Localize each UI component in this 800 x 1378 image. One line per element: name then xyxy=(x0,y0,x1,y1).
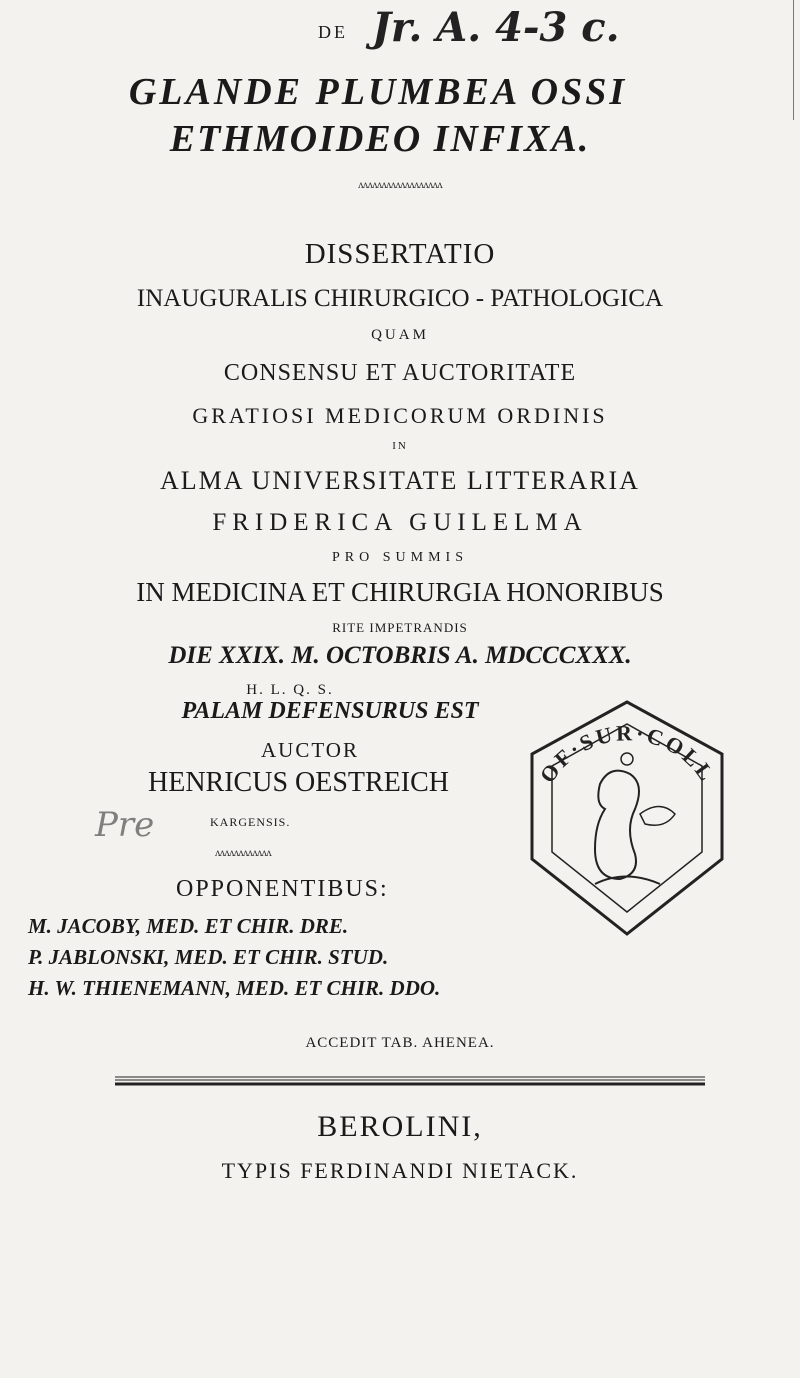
place: BEROLINI, xyxy=(317,1110,483,1143)
opponent-1: M. JACOBY, MED. ET CHIR. DRE. xyxy=(28,914,349,938)
inauguralis-line: INAUGURALIS CHIRURGICO - PATHOLOGICA xyxy=(136,285,664,312)
opponent-3: H. W. THIENEMANN, MED. ET CHIR. DDO. xyxy=(28,976,441,1000)
opponentibus: OPPONENTIBUS: xyxy=(176,876,389,902)
pro-summis: PRO SUMMIS xyxy=(332,550,468,565)
de-heading: DE xyxy=(318,22,348,42)
hlqs: H. L. Q. S. xyxy=(246,682,334,698)
auctor: AUCTOR xyxy=(261,738,359,762)
alma-line: ALMA UNIVERSITATE LITTERARIA xyxy=(160,466,640,495)
title-line-1: GLANDE PLUMBEA OSSI xyxy=(128,71,628,113)
handwritten-annotation: Pre xyxy=(95,805,155,845)
ornament-divider: ʌʌʌʌʌʌʌʌʌʌʌʌʌʌʌʌʌʌ xyxy=(358,180,442,191)
printer: TYPIS FERDINANDI NIETACK. xyxy=(221,1158,579,1183)
rite-line: RITE IMPETRANDIS xyxy=(332,620,468,635)
stamp-text: OF·SUR·COLL xyxy=(534,720,721,788)
palam-line: PALAM DEFENSURUS EST xyxy=(181,698,479,724)
date-line: DIE XXIX. M. OCTOBRIS A. MDCCCXXX. xyxy=(168,642,632,669)
opponent-2: P. JABLONSKI, MED. ET CHIR. STUD. xyxy=(28,945,389,969)
accedit-line: ACCEDIT TAB. AHENEA. xyxy=(305,1035,495,1051)
double-rule xyxy=(115,1075,705,1089)
medicina-line: IN MEDICINA ET CHIRURGIA HONORIBUS xyxy=(136,577,664,607)
library-stamp-seal xyxy=(500,694,755,944)
in-word: IN xyxy=(392,440,408,452)
kargensis: KARGENSIS. xyxy=(210,815,291,829)
ornament-small: ʌʌʌʌʌʌʌʌʌʌʌʌ xyxy=(215,848,271,859)
friderica-line: FRIDERICA GUILELMA xyxy=(212,509,588,536)
author-name: HENRICUS OESTREICH xyxy=(148,767,450,798)
gratiosi-line: GRATIOSI MEDICORUM ORDINIS xyxy=(192,403,608,428)
shelfmark-handwritten: Jr. A. 4-3 c. xyxy=(372,4,620,51)
dissertatio: DISSERTATIO xyxy=(304,238,496,270)
page-edge-line xyxy=(793,0,794,120)
title-line-2: ETHMOIDEO INFIXA. xyxy=(169,118,591,160)
quam: QUAM xyxy=(371,327,429,343)
consensu-line: CONSENSU ET AUCTORITATE xyxy=(223,360,577,386)
